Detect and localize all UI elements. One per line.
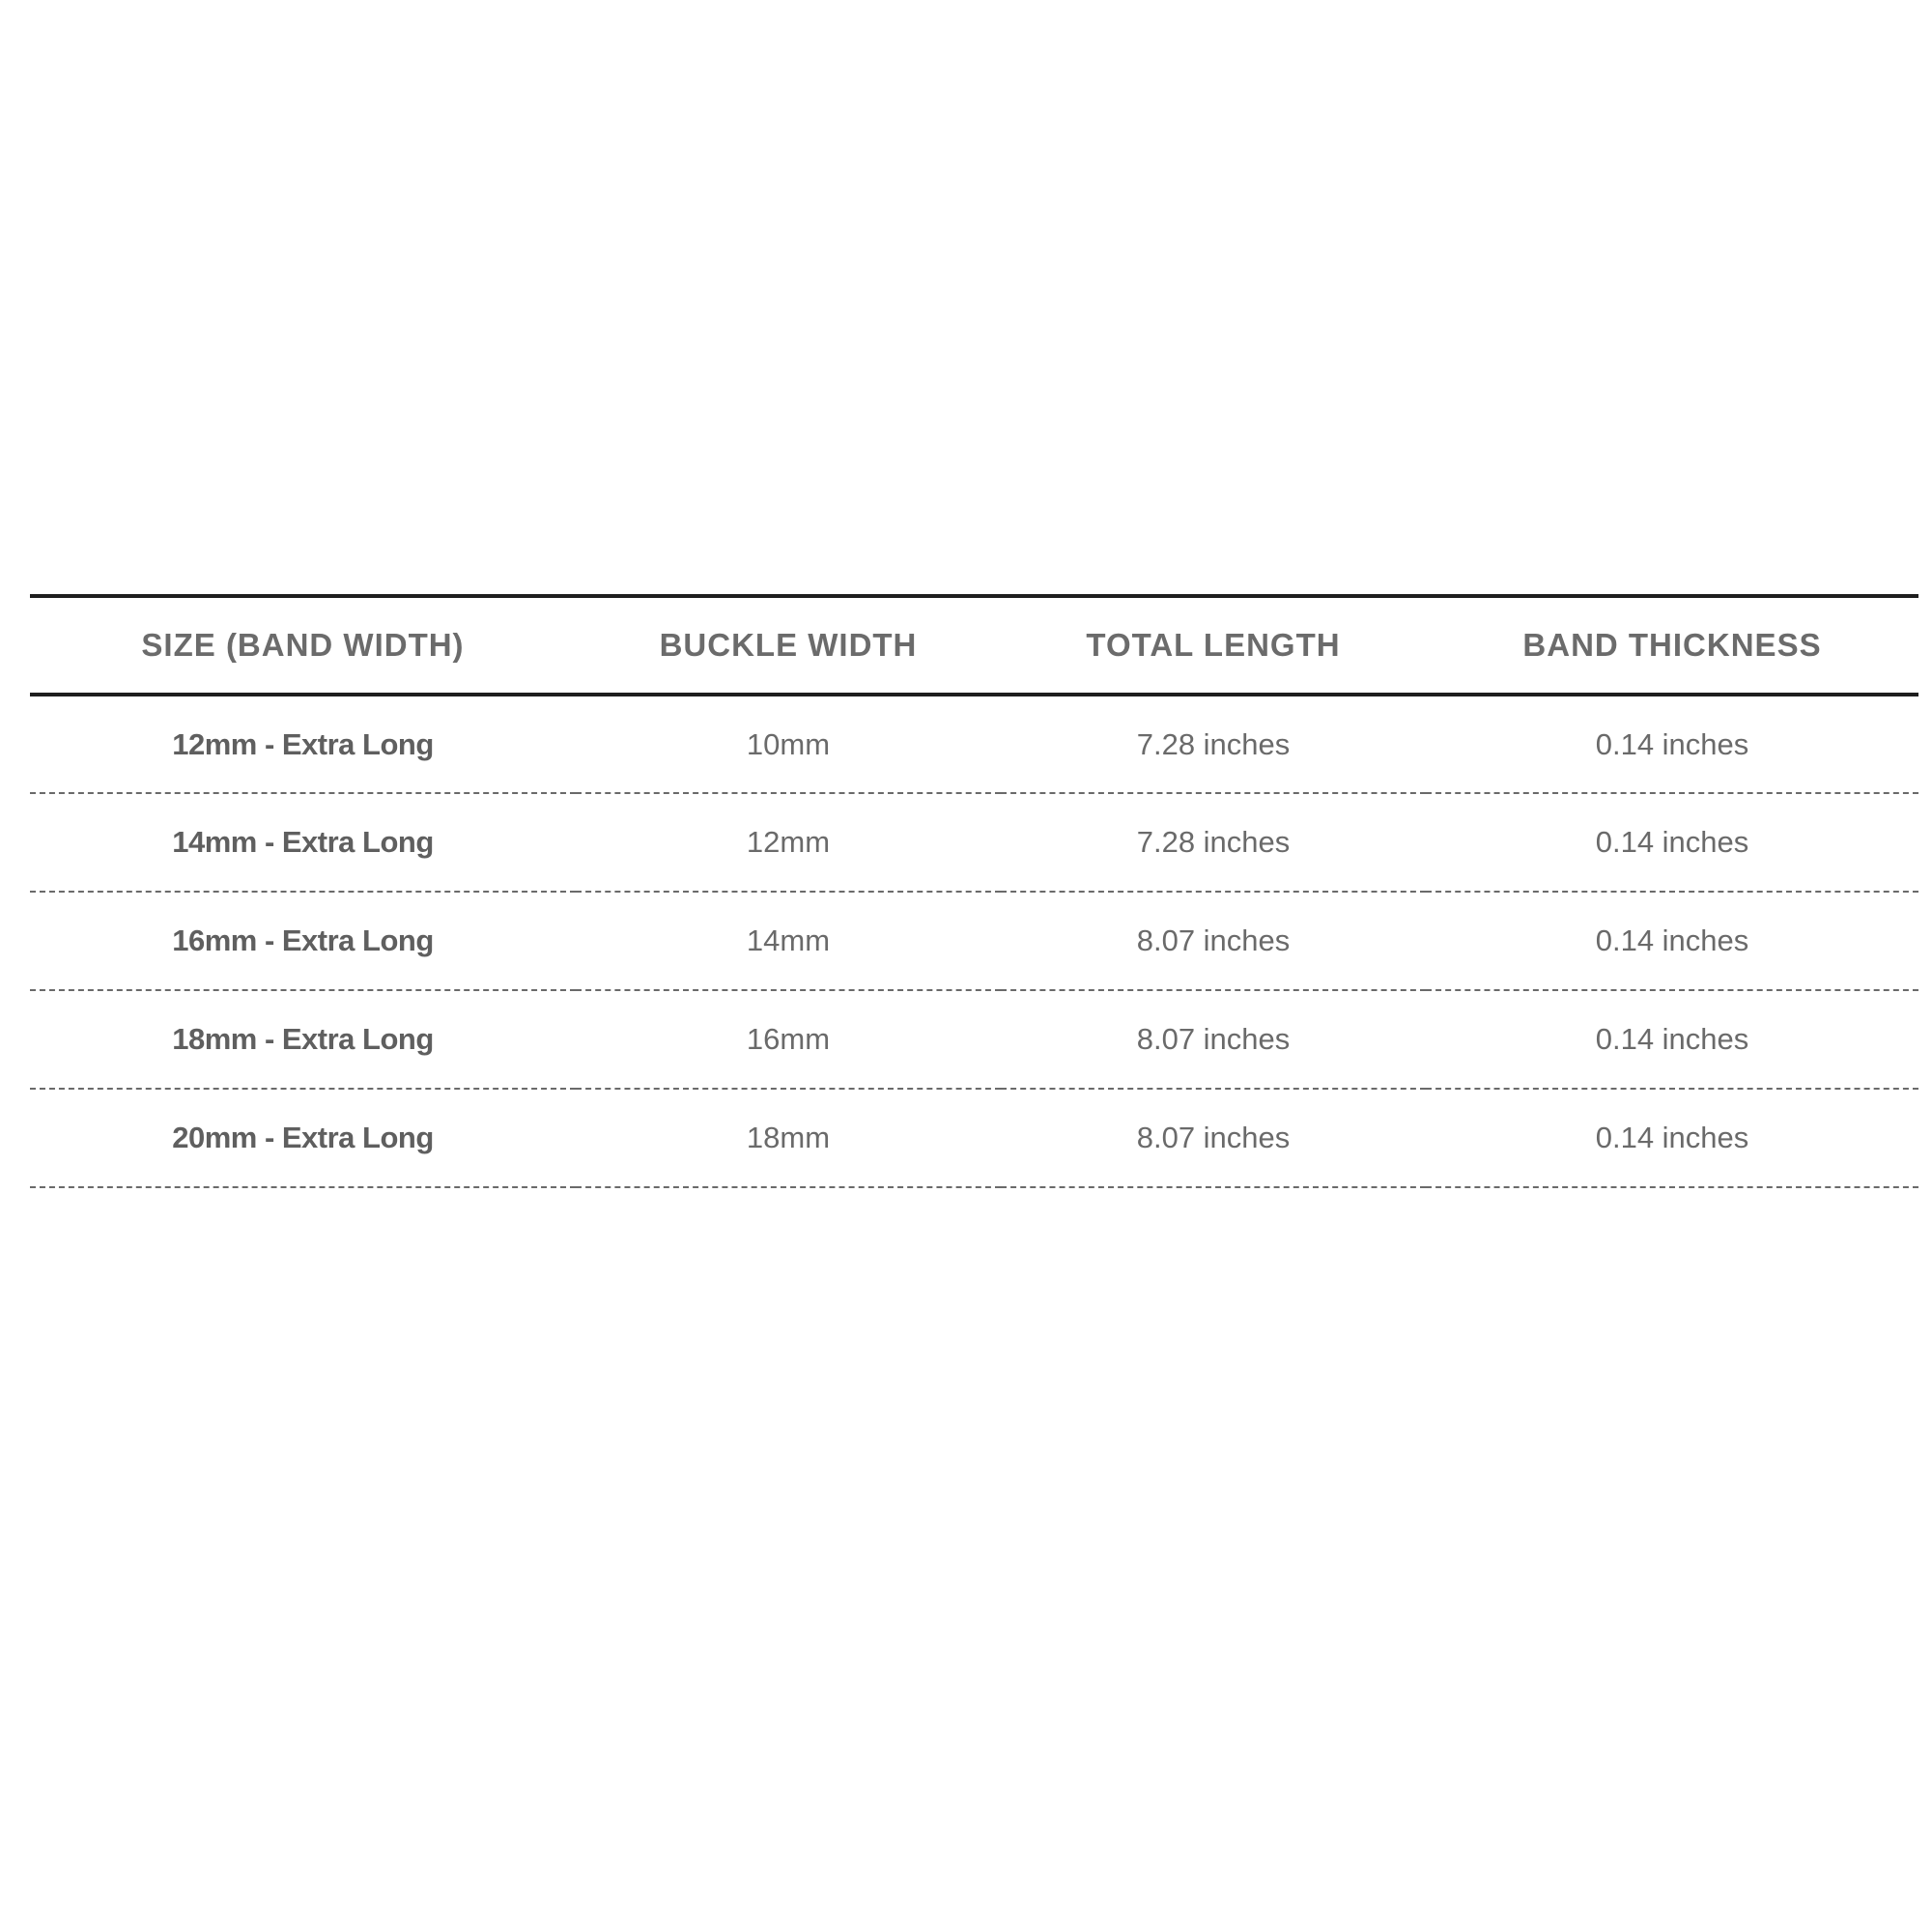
total-length-cell: 7.28 inches bbox=[1001, 695, 1426, 793]
buckle-width-cell: 12mm bbox=[576, 793, 1001, 892]
band-thickness-cell: 0.14 inches bbox=[1426, 892, 1918, 990]
total-length-cell: 7.28 inches bbox=[1001, 793, 1426, 892]
buckle-width-cell: 10mm bbox=[576, 695, 1001, 793]
header-size: SIZE (BAND WIDTH) bbox=[30, 596, 576, 695]
band-thickness-cell: 0.14 inches bbox=[1426, 990, 1918, 1089]
total-length-cell: 8.07 inches bbox=[1001, 892, 1426, 990]
buckle-width-cell: 14mm bbox=[576, 892, 1001, 990]
buckle-width-cell: 18mm bbox=[576, 1089, 1001, 1187]
table-row bbox=[30, 695, 1918, 793]
total-length-cell: 8.07 inches bbox=[1001, 1089, 1426, 1187]
total-length-cell: 8.07 inches bbox=[1001, 990, 1426, 1089]
size-cell: 14mm - Extra Long bbox=[30, 793, 576, 892]
size-cell: 20mm - Extra Long bbox=[30, 1089, 576, 1187]
table-row bbox=[30, 990, 1918, 1089]
size-cell: 16mm - Extra Long bbox=[30, 892, 576, 990]
header-band-thickness: BAND THICKNESS bbox=[1426, 596, 1918, 695]
size-cell: 12mm - Extra Long bbox=[30, 695, 576, 793]
header-buckle-width: BUCKLE WIDTH bbox=[576, 596, 1001, 695]
band-thickness-cell: 0.14 inches bbox=[1426, 695, 1918, 793]
table-body bbox=[30, 695, 1918, 1187]
buckle-width-cell: 16mm bbox=[576, 990, 1001, 1089]
table-row bbox=[30, 793, 1918, 892]
size-chart-table bbox=[30, 594, 1918, 1188]
header-row bbox=[30, 596, 1918, 695]
header-total-length: TOTAL LENGTH bbox=[1001, 596, 1426, 695]
band-thickness-cell: 0.14 inches bbox=[1426, 793, 1918, 892]
table-row bbox=[30, 892, 1918, 990]
size-cell: 18mm - Extra Long bbox=[30, 990, 576, 1089]
table-row bbox=[30, 1089, 1918, 1187]
band-thickness-cell: 0.14 inches bbox=[1426, 1089, 1918, 1187]
table-header bbox=[30, 596, 1918, 695]
